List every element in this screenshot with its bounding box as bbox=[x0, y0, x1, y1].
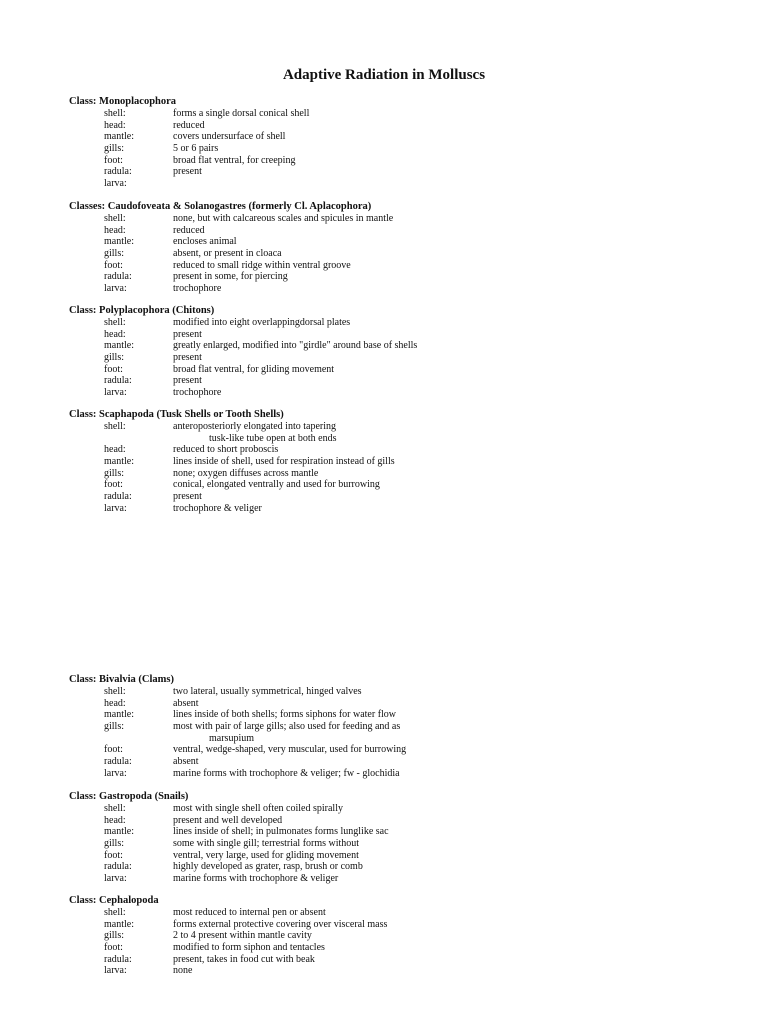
trait-row bbox=[69, 826, 749, 838]
trait-label: mantle: bbox=[104, 340, 134, 352]
trait-row bbox=[69, 421, 749, 433]
trait-label: mantle: bbox=[104, 709, 134, 721]
trait-value: most with pair of large gills; also used for feeding and as bbox=[173, 721, 401, 733]
trait-row bbox=[69, 756, 749, 768]
trait-value: forms a single dorsal conical shell bbox=[173, 108, 310, 119]
trait-label: head: bbox=[104, 328, 126, 340]
trait-label: shell: bbox=[104, 108, 126, 119]
trait-row bbox=[69, 930, 749, 942]
trait-value: 5 or 6 pairs bbox=[173, 143, 219, 155]
trait-value: present and well developed bbox=[173, 814, 283, 826]
trait-value: present bbox=[173, 328, 202, 340]
trait-label: radula: bbox=[104, 375, 132, 387]
trait-row bbox=[69, 317, 749, 329]
trait-row bbox=[69, 387, 749, 399]
trait-value: present bbox=[173, 375, 202, 387]
class-heading: Class: Bivalvia (Clams) bbox=[69, 674, 174, 685]
class-section bbox=[69, 894, 749, 977]
trait-value: modified into eight overlappingdorsal plates bbox=[173, 317, 351, 328]
page-title: Adaptive Radiation in Molluscs bbox=[282, 67, 486, 83]
class-section bbox=[69, 790, 749, 885]
trait-value: trochophore bbox=[173, 283, 222, 295]
trait-label: mantle: bbox=[104, 236, 134, 248]
trait-value: absent bbox=[173, 697, 199, 709]
trait-row bbox=[69, 143, 749, 155]
trait-row bbox=[69, 329, 749, 341]
trait-label: radula: bbox=[104, 756, 132, 768]
trait-row bbox=[69, 709, 749, 721]
trait-label: larva: bbox=[104, 767, 127, 779]
trait-row bbox=[69, 120, 749, 132]
trait-label: radula: bbox=[104, 166, 132, 178]
trait-row bbox=[69, 456, 749, 468]
class-heading: Class: Monoplacophora bbox=[69, 96, 177, 107]
trait-row bbox=[69, 838, 749, 850]
trait-value: reduced bbox=[173, 119, 205, 131]
trait-value: tusk-like tube open at both ends bbox=[209, 432, 337, 444]
trait-label: radula: bbox=[104, 491, 132, 503]
trait-value: trochophore & veliger bbox=[173, 502, 262, 514]
trait-row bbox=[69, 155, 749, 167]
trait-value: two lateral, usually symmetrical, hinged valves bbox=[173, 686, 362, 697]
trait-row bbox=[69, 260, 749, 272]
trait-row bbox=[69, 744, 749, 756]
trait-label: mantle: bbox=[104, 918, 134, 930]
trait-value: marsupium bbox=[209, 732, 254, 744]
trait-value: lines inside of both shells; forms siphons for water flow bbox=[173, 709, 397, 721]
trait-label: larva: bbox=[104, 283, 127, 295]
trait-label: foot: bbox=[104, 479, 123, 491]
trait-row bbox=[69, 364, 749, 376]
trait-label: foot: bbox=[104, 154, 123, 166]
trait-label: larva: bbox=[104, 502, 127, 514]
trait-value: anteroposteriorly elongated into tapering bbox=[173, 421, 337, 432]
trait-value: conical, elongated ventrally and used for burrowing bbox=[173, 479, 380, 491]
trait-label: gills: bbox=[104, 467, 125, 479]
trait-label: gills: bbox=[104, 721, 125, 733]
trait-label: gills: bbox=[104, 838, 125, 850]
trait-label: radula: bbox=[104, 953, 132, 965]
trait-row bbox=[69, 698, 749, 710]
trait-row bbox=[69, 733, 749, 745]
trait-label: foot: bbox=[104, 363, 123, 375]
trait-row bbox=[69, 352, 749, 364]
trait-label: shell: bbox=[104, 213, 126, 224]
trait-row bbox=[69, 236, 749, 248]
class-section bbox=[69, 408, 749, 515]
trait-label: foot: bbox=[104, 942, 123, 954]
trait-value: present bbox=[173, 166, 202, 178]
trait-value: ventral, very large, used for gliding movement bbox=[173, 849, 359, 861]
trait-label: shell: bbox=[104, 907, 126, 918]
class-heading: Class: Polyplacophora (Chitons) bbox=[69, 305, 215, 316]
trait-row bbox=[69, 907, 749, 919]
trait-value: present bbox=[173, 352, 202, 364]
trait-row bbox=[69, 965, 749, 977]
trait-row bbox=[69, 503, 749, 515]
trait-value: none; oxygen diffuses across mantle bbox=[173, 467, 319, 479]
trait-row bbox=[69, 491, 749, 503]
trait-row bbox=[69, 861, 749, 873]
trait-row bbox=[69, 815, 749, 827]
trait-row bbox=[69, 850, 749, 862]
trait-value: marine forms with trochophore & veliger bbox=[173, 873, 339, 885]
trait-row bbox=[69, 225, 749, 237]
class-section bbox=[69, 304, 749, 399]
trait-label: gills: bbox=[104, 143, 125, 155]
trait-value: 2 to 4 present within mantle cavity bbox=[173, 930, 312, 942]
trait-value: some with single gill; terrestrial forms without bbox=[173, 838, 360, 850]
class-heading: Class: Scaphapoda (Tusk Shells or Tooth Shells) bbox=[69, 409, 284, 420]
trait-label: foot: bbox=[104, 849, 123, 861]
class-heading: Class: Cephalopoda bbox=[69, 895, 159, 906]
trait-value: most reduced to internal pen or absent bbox=[173, 907, 326, 918]
trait-value: highly developed as grater, rasp, brush or comb bbox=[173, 861, 363, 873]
trait-value: absent bbox=[173, 756, 199, 768]
trait-label: larva: bbox=[104, 387, 127, 399]
trait-row bbox=[69, 686, 749, 698]
trait-row bbox=[69, 283, 749, 295]
trait-value: forms external protective covering over visceral mass bbox=[173, 918, 388, 930]
trait-value: present bbox=[173, 491, 202, 503]
trait-value: none bbox=[173, 965, 193, 977]
trait-value: trochophore bbox=[173, 387, 222, 399]
trait-row bbox=[69, 954, 749, 966]
trait-row bbox=[69, 433, 749, 445]
trait-row bbox=[69, 479, 749, 491]
class-section bbox=[69, 200, 749, 295]
trait-label: radula: bbox=[104, 861, 132, 873]
trait-value: covers undersurface of shell bbox=[173, 131, 286, 143]
trait-label: shell: bbox=[104, 686, 126, 697]
trait-label: foot: bbox=[104, 259, 123, 271]
trait-label: head: bbox=[104, 697, 126, 709]
trait-label: radula: bbox=[104, 271, 132, 283]
trait-value: encloses animal bbox=[173, 236, 237, 248]
trait-row bbox=[69, 873, 749, 885]
trait-value: broad flat ventral, for gliding movement bbox=[173, 363, 335, 375]
trait-label: larva: bbox=[104, 873, 127, 885]
trait-value: modified to form siphon and tentacles bbox=[173, 942, 325, 954]
trait-row bbox=[69, 375, 749, 387]
trait-row bbox=[69, 942, 749, 954]
trait-label: mantle: bbox=[104, 456, 134, 468]
trait-value: lines inside of shell, used for respiration instead of gills bbox=[173, 456, 395, 468]
trait-row bbox=[69, 131, 749, 143]
trait-row bbox=[69, 166, 749, 178]
trait-row bbox=[69, 213, 749, 225]
trait-row bbox=[69, 248, 749, 260]
trait-label: foot: bbox=[104, 744, 123, 756]
trait-row bbox=[69, 271, 749, 283]
trait-label: shell: bbox=[104, 803, 126, 814]
trait-value: greatly enlarged, modified into "girdle" around base of shells bbox=[173, 340, 418, 352]
trait-label: shell: bbox=[104, 421, 126, 432]
trait-value: absent, or present in cloaca bbox=[173, 248, 282, 260]
trait-label: head: bbox=[104, 444, 126, 456]
trait-value: reduced to short proboscis bbox=[173, 444, 279, 456]
trait-row bbox=[69, 919, 749, 931]
trait-label: gills: bbox=[104, 352, 125, 364]
trait-value: reduced to small ridge within ventral groove bbox=[173, 259, 351, 271]
trait-value: most with single shell often coiled spirally bbox=[173, 803, 343, 814]
trait-label: head: bbox=[104, 224, 126, 236]
trait-value: present in some, for piercing bbox=[173, 271, 288, 283]
trait-label: head: bbox=[104, 119, 126, 131]
trait-row bbox=[69, 178, 749, 190]
trait-row bbox=[69, 108, 749, 120]
trait-value: ventral, wedge-shaped, very muscular, used for burrowing bbox=[173, 744, 407, 756]
trait-label: larva: bbox=[104, 178, 127, 190]
trait-row bbox=[69, 721, 749, 733]
trait-row bbox=[69, 768, 749, 780]
trait-row bbox=[69, 803, 749, 815]
trait-label: larva: bbox=[104, 965, 127, 977]
class-section bbox=[69, 673, 749, 780]
trait-row bbox=[69, 340, 749, 352]
class-section bbox=[69, 95, 749, 190]
trait-value: present, takes in food cut with beak bbox=[173, 953, 315, 965]
trait-value: lines inside of shell; in pulmonates forms lunglike sac bbox=[173, 826, 389, 838]
trait-label: shell: bbox=[104, 317, 126, 328]
trait-label: mantle: bbox=[104, 131, 134, 143]
trait-label: gills: bbox=[104, 930, 125, 942]
trait-label: gills: bbox=[104, 248, 125, 260]
trait-row bbox=[69, 468, 749, 480]
class-heading: Class: Gastropoda (Snails) bbox=[69, 791, 189, 802]
trait-value: none, but with calcareous scales and spicules in mantle bbox=[173, 213, 394, 224]
trait-label: head: bbox=[104, 814, 126, 826]
trait-label: mantle: bbox=[104, 826, 134, 838]
trait-value: reduced bbox=[173, 224, 205, 236]
trait-row bbox=[69, 444, 749, 456]
trait-value: broad flat ventral, for creeping bbox=[173, 154, 296, 166]
trait-value: marine forms with trochophore & veliger; fw - glochidia bbox=[173, 767, 400, 779]
class-heading: Classes: Caudofoveata & Solanogastres (formerly Cl. Aplacophora) bbox=[69, 201, 372, 212]
